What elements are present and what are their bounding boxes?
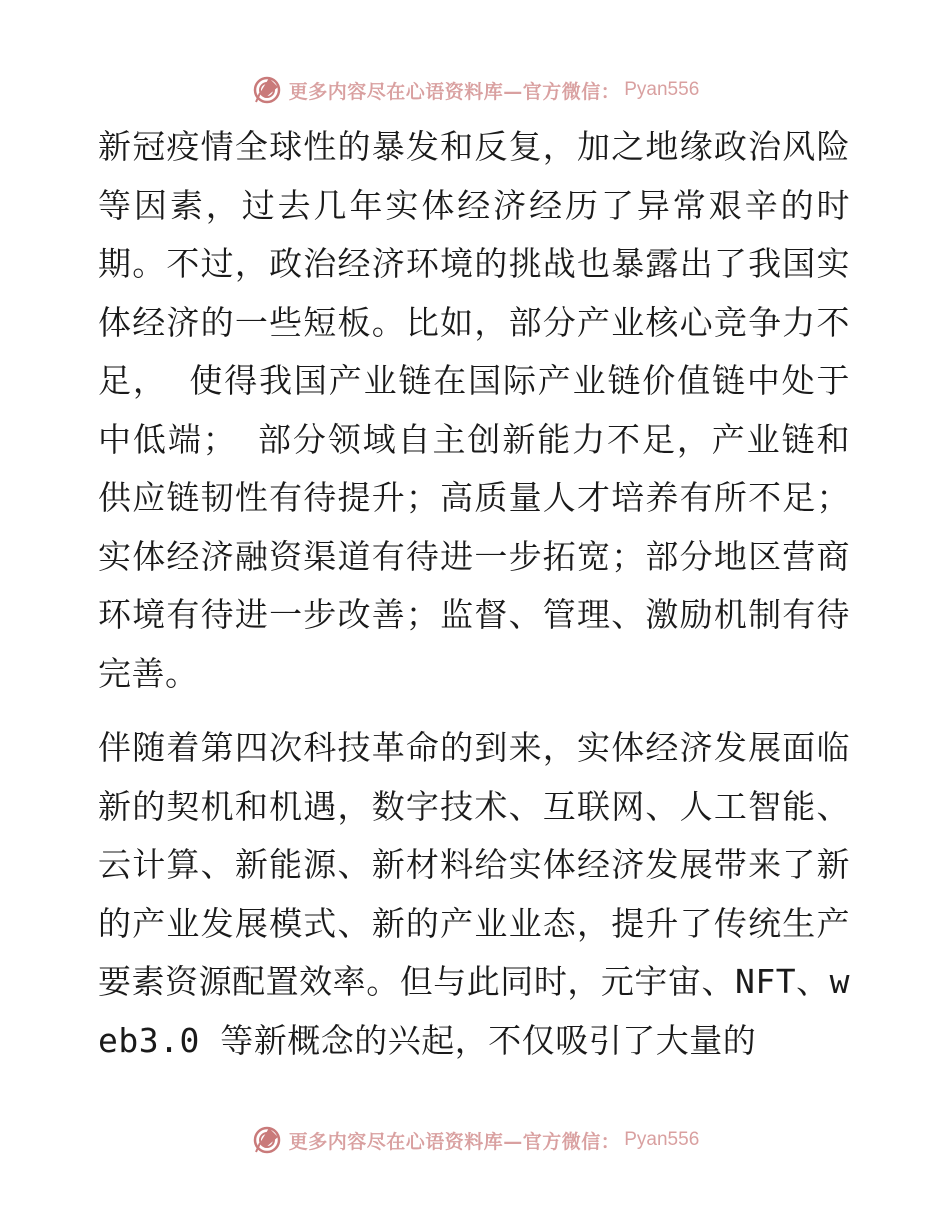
header-wechat-id: Pyan556: [624, 79, 700, 100]
footer-banner: [0, 1120, 950, 1160]
header-banner-text: 更多内容尽在心语资料库—官方微信：: [288, 80, 621, 103]
pen-nib-circle-icon: [251, 1124, 283, 1156]
header-banner: [0, 70, 950, 110]
footer-wechat-id: Pyan556: [624, 1129, 700, 1150]
pen-nib-circle-icon: [251, 74, 283, 106]
paragraph-1: 新冠疫情全球性的暴发和反复，加之地缘政治风险等因素，过去几年实体经济经历了异常艰辛的时期。不过，政治经济环境的挑战也暴露出了我国实体经济的一些短板。比如，部分产业核心竞争力不足， 使得我国产业链在国际产业链价值链中处于中低端； 部分领域自主创新能力不足，产业链和供应链韧性有待提升；高质量人才培养有所不足；实体经济融资渠道有待进一步拓宽；部分地区营商环境有待进一步改善；监督、管理、激励机制有待完善。: [98, 127, 850, 693]
footer-banner-text: 更多内容尽在心语资料库—官方微信：: [288, 1130, 621, 1153]
paragraph-2: 伴随着第四次科技革命的到来，实体经济发展面临新的契机和机遇，数字技术、互联网、人工智能、云计算、新能源、新材料给实体经济发展带来了新的产业发展模式、新的产业业态，提升了传统生产要素资源配置效率。但与此同时，元宇宙、NFT、web3.0 等新概念的兴起，不仅吸引了大量的: [98, 728, 850, 1060]
document-body: [98, 118, 850, 1086]
